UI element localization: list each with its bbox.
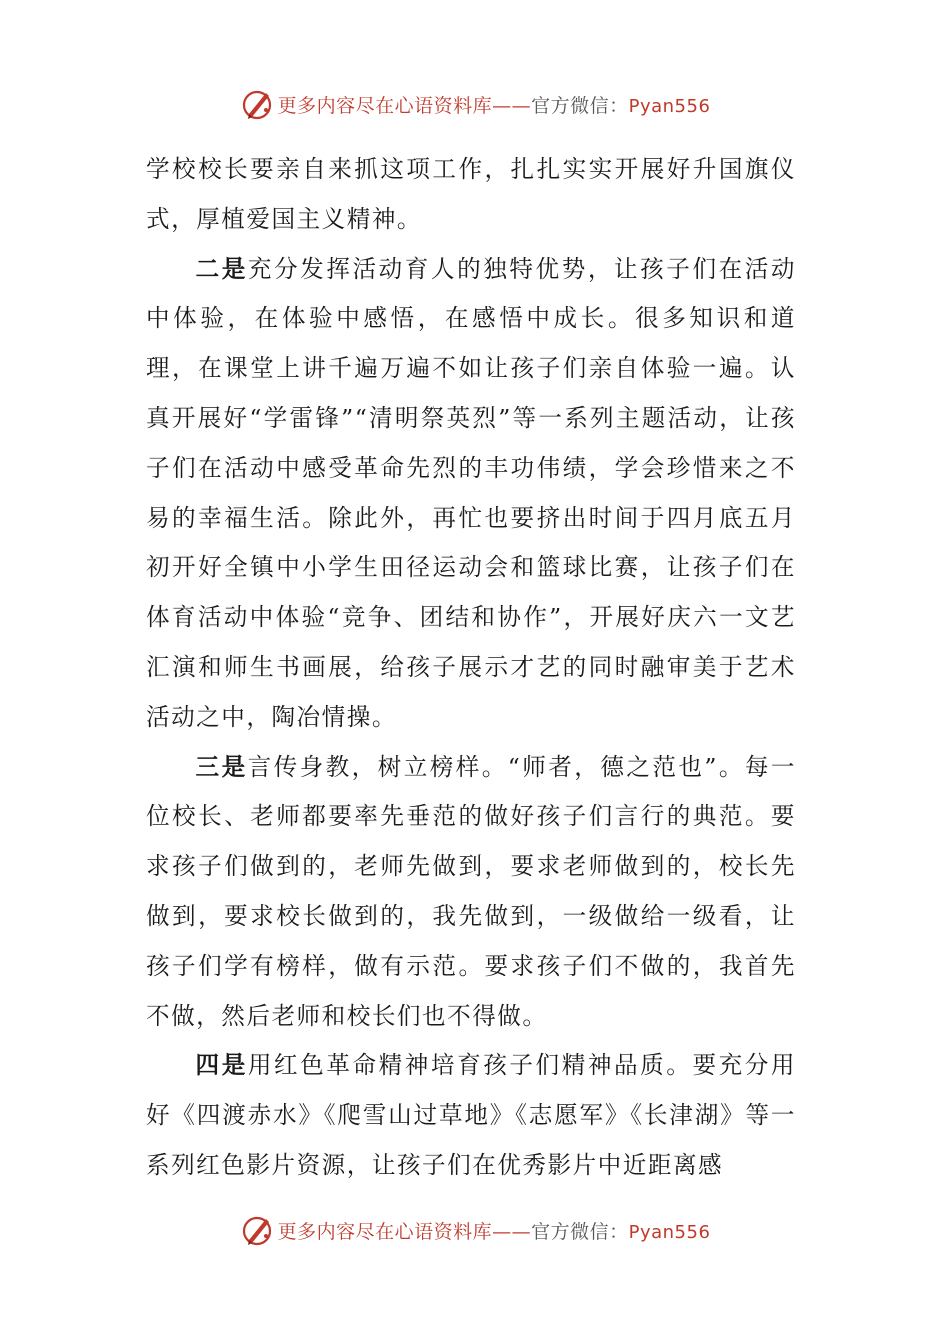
watermark-wechat-id: Pyan556 (628, 95, 711, 117)
watermark-wechat-label: 官方微信： (531, 1220, 629, 1243)
watermark-separator: —— (492, 1220, 532, 1243)
footer-watermark (0, 1210, 950, 1250)
watermark-site: 更多内容尽在心语资料库 (277, 94, 493, 117)
paragraph-two: 二是充分发挥活动育人的独特优势，让孩子们在活动中体验，在体验中感悟，在感悟中成长。很多知识和道理，在课堂上讲千遍万遍不如让孩子们亲自体验一遍。认真开展好“学雷锋”“清明祭英烈”等一系列主题活动，让孩子们在活动中感受革命先烈的丰功伟绩，学会珍惜来之不易的幸福生活。除此外，再忙也要挤出时间于四月底五月初开好全镇中小学生田径运动会和篮球比赛，让孩子们在体育活动中体验“竞争、团结和协作”，开展好庆六一文艺汇演和师生书画展，给孩子展示才艺的同时融审美于艺术活动之中，陶冶情操。 (146, 254, 797, 731)
paragraph-lead: 二是 (195, 254, 248, 283)
paragraph-lead: 四是 (195, 1051, 248, 1080)
pen-circle-logo-icon (240, 1212, 276, 1248)
pen-circle-logo-icon (240, 86, 276, 122)
paragraph-three: 三是言传身教，树立榜样。“师者，德之范也”。每一位校长、老师都要率先垂范的做好孩子们言行的典范。要求孩子们做到的，老师先做到，要求老师做到的，校长先做到，要求校长做到的，我先做到，一级做给一级看，让孩子们学有榜样，做有示范。要求孩子们不做的，我首先不做，然后老师和校长们也不得做。 (146, 752, 797, 1030)
watermark-wechat-label: 官方微信： (531, 94, 629, 117)
watermark-separator: —— (492, 94, 532, 117)
document-body (146, 145, 796, 1191)
paragraph-four: 四是用红色革命精神培育孩子们精神品质。要充分用好《四渡赤水》《爬雪山过草地》《志愿军》《长津湖》等一系列红色影片资源，让孩子们在优秀影片中近距离感 (146, 1051, 797, 1179)
watermark-wechat-id: Pyan556 (628, 1221, 711, 1243)
paragraph-lead: 三是 (195, 752, 248, 781)
watermark-site: 更多内容尽在心语资料库 (277, 1220, 493, 1243)
header-watermark (0, 84, 950, 124)
paragraph-continuation: 学校校长要亲自来抓这项工作，扎扎实实开展好升国旗仪式，厚植爱国主义精神。 (146, 155, 796, 233)
